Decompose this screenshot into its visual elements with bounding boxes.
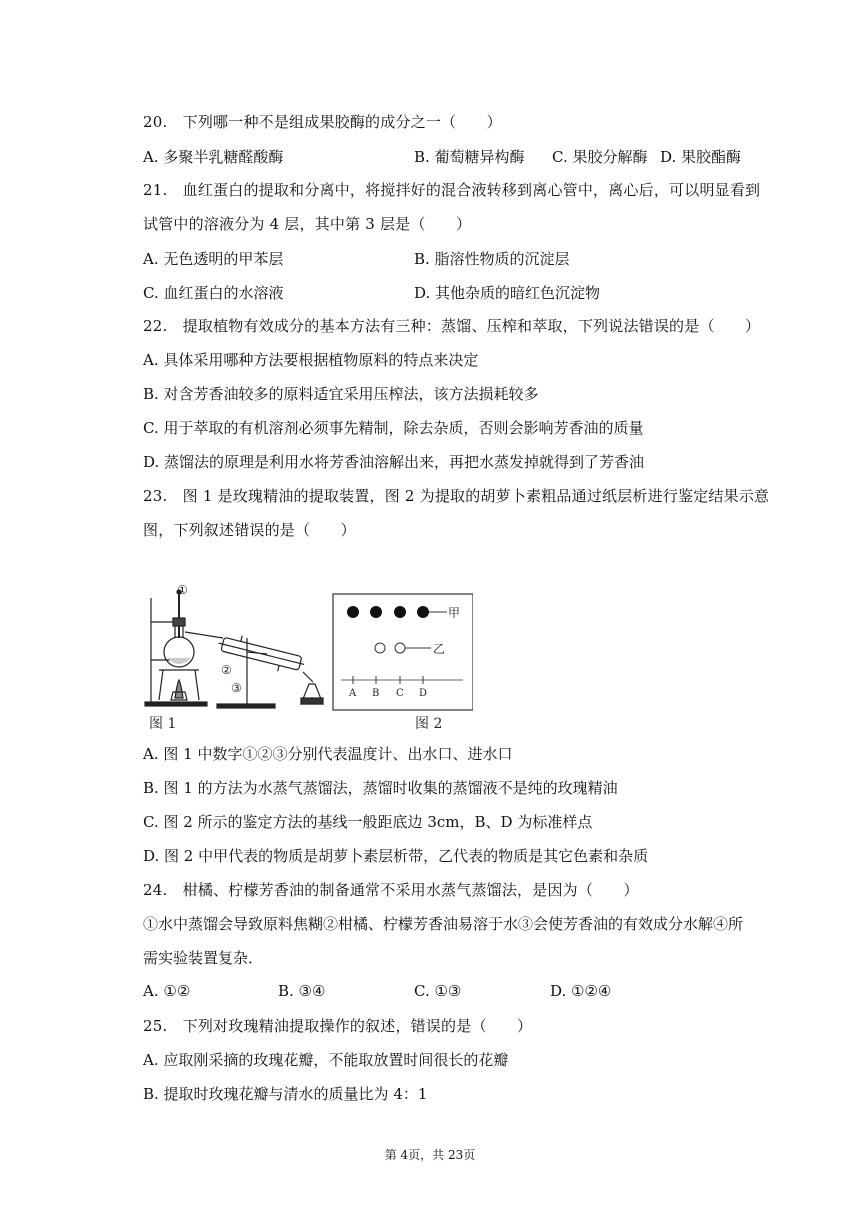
q23-option-c: C. 图 2 所示的鉴定方法的基线一般距底边 3cm，B、D 为标准样点 (143, 813, 593, 831)
q23-option-a: A. 图 1 中数字①②③分别代表温度计、出水口、进水口 (143, 745, 513, 763)
q22-option-d: D. 蒸馏法的原理是利用水将芳香油溶解出来，再把水蒸发掉就得到了芳香油 (143, 453, 645, 471)
q25-option-a: A. 应取刚采摘的玫瑰花瓣，不能取放置时间很长的花瓣 (143, 1051, 509, 1069)
fig1-label-1: ① (177, 583, 188, 597)
q20-option-a: A. 多聚半乳糖醛酸酶 (143, 148, 284, 166)
q21-option-a: A. 无色透明的甲苯层 (143, 250, 284, 268)
band-top-d (417, 606, 429, 618)
fig2-lane-d: D (419, 688, 428, 699)
band-top-b (370, 606, 382, 618)
q22-stem: 22. 提取植物有效成分的基本方法有三种：蒸馏、压榨和萃取，下列说法错误的是（ ） (143, 317, 761, 335)
q20-stem: 20. 下列哪一种不是组成果胶酶的成分之一（ ） (143, 113, 502, 131)
fig2-lane-a: A (349, 688, 357, 699)
q23-option-d: D. 图 2 中甲代表的物质是胡萝卜素层析带，乙代表的物质是其它色素和杂质 (143, 847, 649, 865)
q24-option-c: C. ①③ (414, 982, 462, 1000)
q24-body-line2: 需实验装置复杂． (143, 949, 264, 967)
fig1-label-3: ③ (231, 681, 242, 695)
q21-option-c: C. 血红蛋白的水溶液 (143, 284, 284, 302)
q24-body-line1: ①水中蒸馏会导致原料焦糊②柑橘、柠檬芳香油易溶于水③会使芳香油的有效成分水解④所 (143, 915, 744, 933)
q22-option-b: B. 对含芳香油较多的原料适宜采用压榨法，该方法损耗较多 (143, 385, 539, 403)
fig1-caption: 图 1 (149, 716, 177, 732)
q24-option-b: B. ③④ (278, 982, 326, 1000)
q24-option-a: A. ①② (143, 982, 191, 1000)
band-mid-c (395, 643, 405, 653)
q21-option-d: D. 其他杂质的暗红色沉淀物 (414, 284, 601, 302)
q20-option-c: C. 果胶分解酶 (552, 148, 648, 166)
page-footer: 第 4页，共 23页 (384, 1148, 476, 1162)
q23-option-b: B. 图 1 的方法为水蒸气蒸馏法，蒸馏时收集的蒸馏液不是纯的玫瑰精油 (143, 779, 618, 797)
q20-option-d: D. 果胶酯酶 (660, 148, 742, 166)
q23-stem-line1: 23. 图 1 是玫瑰精油的提取装置，图 2 为提取的胡萝卜素粗品通过纸层析进行鉴定结果示意 (143, 487, 770, 505)
q24-stem: 24. 柑橘、柠檬芳香油的制备通常不采用水蒸气蒸馏法，是因为（ ） (143, 881, 639, 899)
fig2-lane-c: C (396, 688, 404, 699)
fig2-label-jia: 甲 (448, 606, 461, 620)
q21-stem-line2: 试管中的溶液分为 4 层，其中第 3 层是（ ） (143, 215, 472, 233)
band-mid-b (375, 643, 385, 653)
q25-option-b: B. 提取时玫瑰花瓣与清水的质量比为 4：1 (143, 1085, 428, 1103)
q24-option-d: D. ①②④ (550, 982, 612, 1000)
q25-stem: 25. 下列对玫瑰精油提取操作的叙述，错误的是（ ） (143, 1017, 533, 1035)
fig2-lane-b: B (372, 688, 380, 699)
fig1-label-2: ② (221, 663, 232, 677)
fig2-caption: 图 2 (415, 716, 443, 732)
band-top-c (394, 606, 406, 618)
fig2-label-yi: 乙 (433, 642, 446, 656)
q22-option-a: A. 具体采用哪种方法要根据植物原料的特点来决定 (143, 351, 479, 369)
q22-option-c: C. 用于萃取的有机溶剂必须事先精制，除去杂质，否则会影响芳香油的质量 (143, 419, 644, 437)
q23-figure (143, 580, 473, 735)
q20-option-b: B. 葡萄糖异构酶 (414, 148, 525, 166)
band-top-a (347, 606, 359, 618)
q23-stem-line2: 图，下列叙述错误的是（ ） (143, 521, 356, 539)
q21-option-b: B. 脂溶性物质的沉淀层 (414, 250, 570, 268)
q21-stem-line1: 21. 血红蛋白的提取和分离中，将搅拌好的混合液转移到离心管中，离心后，可以明显看到 (143, 181, 761, 199)
